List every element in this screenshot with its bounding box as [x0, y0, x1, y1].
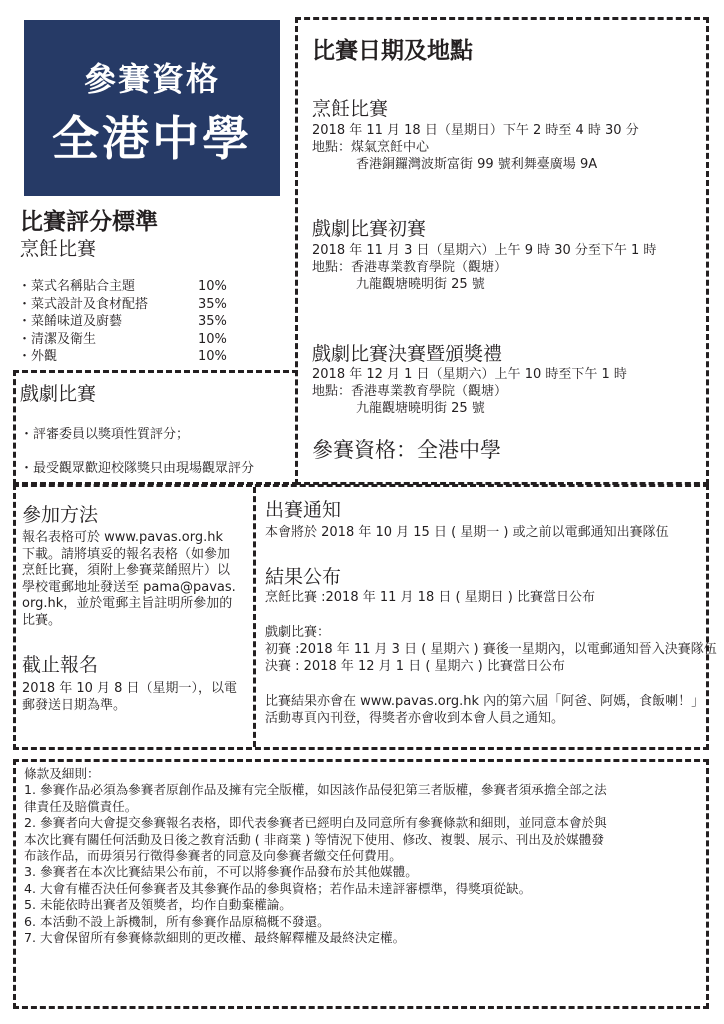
event-name: 戲劇比賽初賽 [312, 218, 427, 240]
terms-section [24, 766, 704, 946]
event-address: 九龍觀塘曉明街 25 號 [356, 401, 485, 416]
drama-criteria-item: ・最受觀眾歡迎校隊獎只由現場觀眾評分 [20, 461, 255, 476]
event-address: 香港銅鑼灣波斯富街 99 號利舞臺廣場 9A [356, 157, 598, 172]
event-name: 烹飪比賽 [312, 98, 389, 120]
results-cooking: 烹飪比賽 :2018 年 11 月 18 日 ( 星期日 ) 比賽當日公布 [265, 590, 596, 605]
terms-line: 2. 參賽者向大會提交參賽報名表格，即代表參賽者已經明白及同意所有參賽條款和細則，並同意本會於與 [24, 815, 607, 831]
event-venue: 地點：香港專業教育學院（觀塘） [312, 260, 508, 275]
terms-line: 本次比賽有關任何活動及日後之教育活動 ( 非商業 ) 等情況下使用、修改、複製、展示、刊出及於媒體發 [24, 831, 604, 847]
terms-line: 7. 大會保留所有參賽條款細則的更改權、最終解釋權及最終決定權。 [24, 930, 406, 946]
deadline-title: 截止報名 [22, 654, 99, 676]
notice-title: 出賽通知 [265, 499, 342, 521]
results-note: 活動專頁內刊登，得獎者亦會收到本會人員之通知。 [265, 711, 565, 726]
event-time: 2018 年 12 月 1 日（星期六）上午 10 時至下午 1 時 [312, 367, 627, 382]
criteria-item: ・菜式設計及食材配搭 35% [18, 296, 227, 312]
criteria-item: ・菜式名稱貼合主題 10% [18, 279, 227, 294]
cooking-criteria-subtitle: 烹飪比賽 [20, 238, 97, 260]
terms-line: 布該作品，而毋須另行徵得參賽者的同意及向參賽者繳交任何費用。 [24, 848, 402, 864]
event-venue: 地點：香港專業教育學院（觀塘） [312, 384, 508, 399]
eligibility-banner [24, 20, 280, 196]
drama-criteria-title: 戲劇比賽 [20, 383, 97, 405]
join-title: 參加方法 [22, 504, 99, 526]
event-venue: 地點：煤氣烹飪中心 [312, 140, 430, 155]
terms-line: 5. 未能依時出賽者及領獎者，均作自動棄權論。 [24, 897, 292, 913]
criteria-title: 比賽評分標準 [20, 209, 158, 235]
terms-line: 6. 本活動不設上訴機制，所有參賽作品原稿概不發還。 [24, 913, 330, 929]
results-drama-prelim: 初賽 :2018 年 11 月 3 日 ( 星期六 ) 賽後一星期內，以電郵通知晉入決賽隊伍 [265, 642, 717, 657]
criteria-item: ・菜餚味道及廚藝 35% [18, 314, 227, 329]
results-title: 結果公布 [265, 566, 342, 588]
terms-line: 4. 大會有權否決任何參賽者及其參賽作品的參與資格；若作品未達評審標準，得獎項從缺。 [24, 880, 532, 896]
criteria-list [18, 278, 236, 366]
terms-line: 1. 參賽作品必須為參賽者原創作品及擁有完全版權，如因該作品侵犯第三者版權，參賽者須承擔全部之法 [24, 782, 607, 798]
deadline-text: 郵發送日期為準。 [22, 698, 127, 713]
terms-line: 3. 參賽者在本次比賽結果公布前，不可以將參賽作品發布於其他媒體。 [24, 864, 418, 880]
event-time: 2018 年 11 月 3 日（星期六）上午 9 時 30 分至下午 1 時 [312, 243, 657, 258]
criteria-item: ・清潔及衛生 10% [18, 331, 227, 347]
terms-line: 律責任及賠償責任。 [24, 798, 138, 814]
banner-line2: 全港中學 [52, 112, 252, 167]
banner-line1: 參賽資格 [83, 60, 220, 98]
info-divider [253, 487, 256, 747]
criteria-item: ・外觀 10% [18, 349, 227, 364]
schedule-title: 比賽日期及地點 [312, 38, 473, 64]
results-drama-label: 戲劇比賽： [265, 625, 331, 640]
results-note: 比賽結果亦會在 www.pavas.org.hk 內的第六屆「阿爸、阿媽，食飯喇！」 [265, 694, 705, 709]
drama-criteria-item: ・評審委員以獎項性質評分； [20, 427, 190, 442]
eligibility-line: 參賽資格：全港中學 [312, 438, 501, 462]
event-name: 戲劇比賽決賽暨頒獎禮 [312, 343, 503, 365]
event-time: 2018 年 11 月 18 日（星期日）下午 2 時至 4 時 30 分 [312, 123, 639, 138]
notice-text: 本會將於 2018 年 10 月 15 日 ( 星期一 ) 或之前以電郵通知出賽隊伍 [265, 525, 669, 540]
terms-title: 條款及細則： [24, 766, 100, 781]
event-address: 九龍觀塘曉明街 25 號 [356, 277, 485, 292]
join-text: 報名表格可於 www.pavas.org.hk 下載。請將填妥的報名表格（如參加 烹飪比賽，須附上參賽菜餚照片）以 學校電郵地址發送至 pama@pavas. org.hk，並於電郵主旨註明所參加的 比賽。 [22, 530, 236, 628]
results-drama-final: 決賽 : 2018 年 12 月 1 日 ( 星期六 ) 比賽當日公布 [265, 659, 565, 674]
deadline-text: 2018 年 10 月 8 日（星期一），以電 [22, 681, 238, 696]
